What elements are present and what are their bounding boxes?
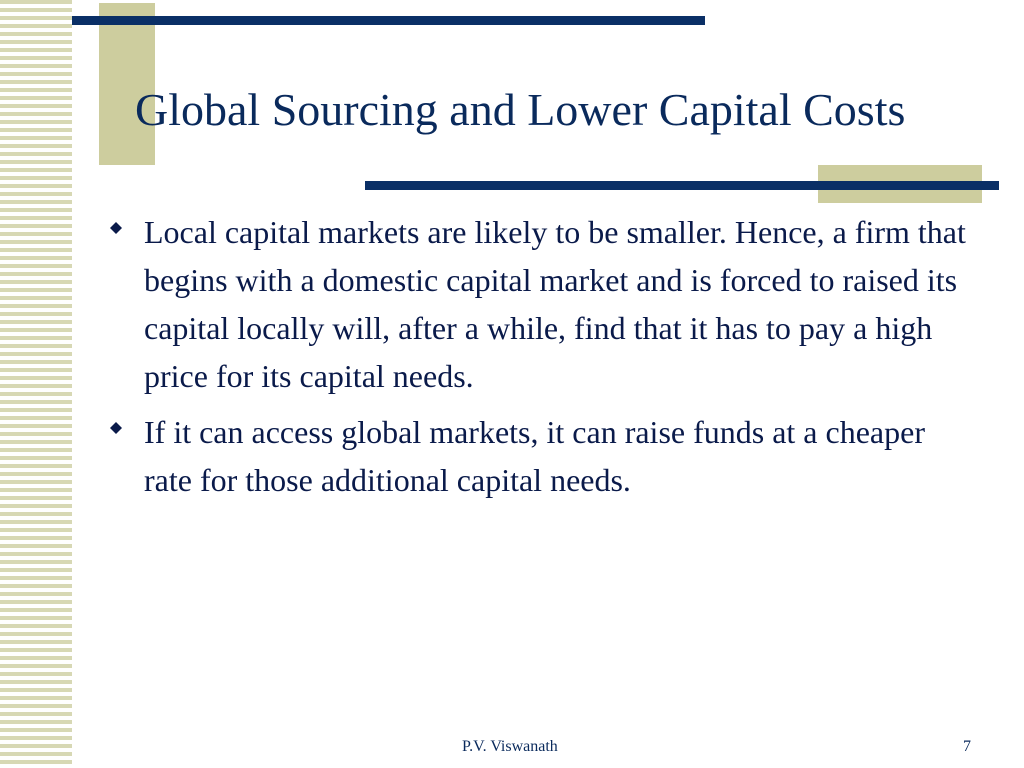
slide-title: Global Sourcing and Lower Capital Costs <box>135 84 906 135</box>
page-number: 7 <box>963 738 971 755</box>
bullet-item <box>104 408 974 504</box>
left-stripe-decoration <box>0 0 72 768</box>
top-accent-bar <box>72 16 705 25</box>
bullet-text: If it can access global markets, it can raise funds at a cheaper rate for those additional capital needs. <box>144 414 925 498</box>
bullet-text: Local capital markets are likely to be smaller. Hence, a firm that begins with a domestic capital market and is forced to raised its capital locally will, after a while, find that it has to pay a high price for its capital needs. <box>144 214 966 394</box>
title-underline-bar <box>365 181 999 190</box>
diamond-bullet-icon <box>110 222 122 234</box>
diamond-bullet-icon <box>110 422 122 434</box>
bullet-item <box>104 208 974 400</box>
bullet-list <box>104 208 974 512</box>
footer-author: P.V. Viswanath <box>462 738 558 755</box>
